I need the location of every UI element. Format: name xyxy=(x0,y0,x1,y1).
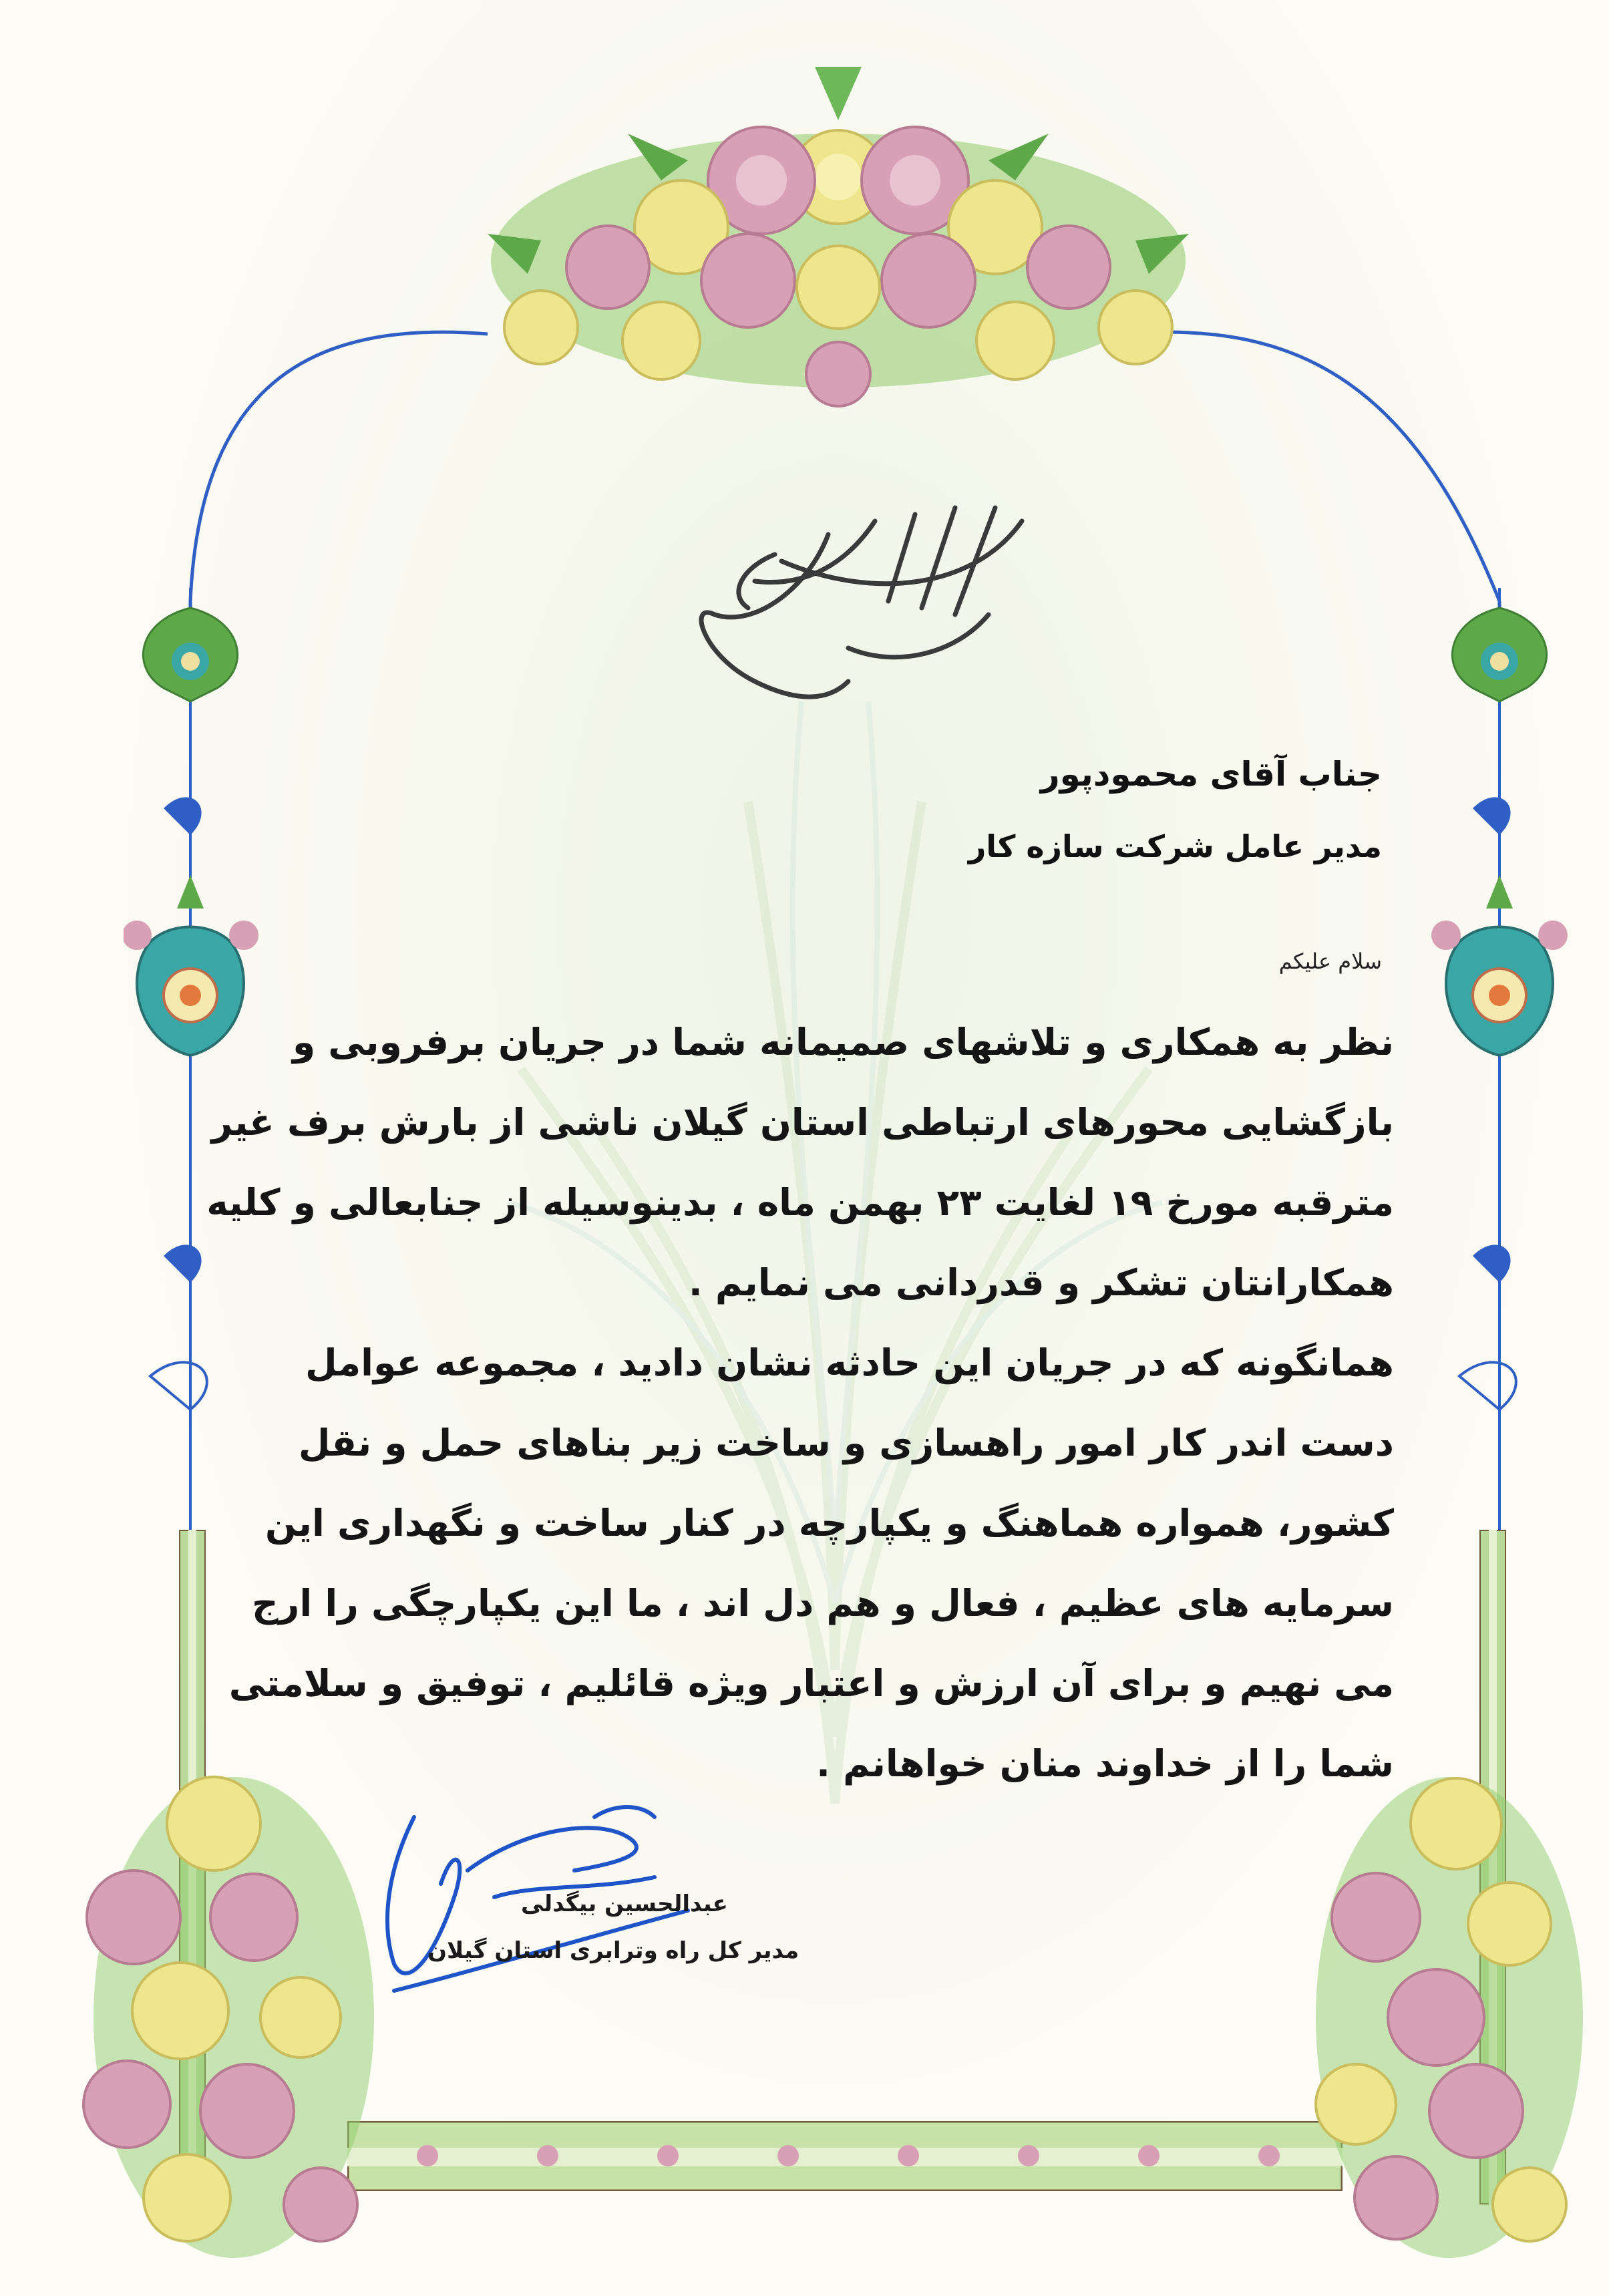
body-line: دست اندر کار امور راهسازی و ساخت زیر بناهای حمل و نقل xyxy=(298,1422,1394,1464)
signer-name: عبدالحسین بیگدلی xyxy=(521,1891,728,1917)
body-line: همانگونه که در جریان این حادثه نشان دادید ، مجموعه عوامل xyxy=(305,1341,1394,1384)
body-line: مترقبه مورخ ۱۹ لغایت ۲۳ بهمن ماه ، بدینوسیله از جنابعالی و کلیه xyxy=(206,1181,1394,1224)
bismillah-calligraphy xyxy=(675,481,1049,748)
bottom-floral-band xyxy=(347,2121,1343,2191)
body-line: همکارانتان تشکر و قدردانی می نمایم . xyxy=(688,1261,1394,1304)
body-line: شما را از خداوند منان خواهانم . xyxy=(816,1742,1394,1785)
bottom-left-flower-bouquet xyxy=(80,1764,387,2265)
bottom-right-flower-bouquet xyxy=(1309,1764,1590,2265)
greeting: سلام علیکم xyxy=(1278,949,1382,974)
body-line: می نهیم و برای آن ارزش و اعتبار ویژه قائلیم ، توفیق و سلامتی xyxy=(228,1662,1394,1705)
recipient-position: مدیر عامل شرکت سازه کار xyxy=(968,828,1382,864)
letter-body xyxy=(206,1002,1394,1804)
top-flower-bouquet xyxy=(461,60,1216,454)
left-side-ornament xyxy=(124,588,277,1570)
body-line: کشور، همواره هماهنگ و یکپارچه در کنار ساخت و نگهداری این xyxy=(264,1502,1394,1544)
body-line: بازگشایی محورهای ارتباطی استان گیلان ناشی از بارش برف غیر xyxy=(211,1101,1394,1144)
body-line: نظر به همکاری و تلاشهای صمیمانه شما در جریان برفروبی و xyxy=(292,1021,1394,1063)
recipient-title: جناب آقای محمودپور xyxy=(1040,755,1382,794)
signer-title: مدیر کل راه وترابری استان گیلان xyxy=(427,1937,799,1964)
right-side-ornament xyxy=(1423,588,1576,1570)
body-line: سرمایه های عظیم ، فعال و هم دل اند ، ما این یکپارچگی را ارج xyxy=(252,1582,1394,1625)
